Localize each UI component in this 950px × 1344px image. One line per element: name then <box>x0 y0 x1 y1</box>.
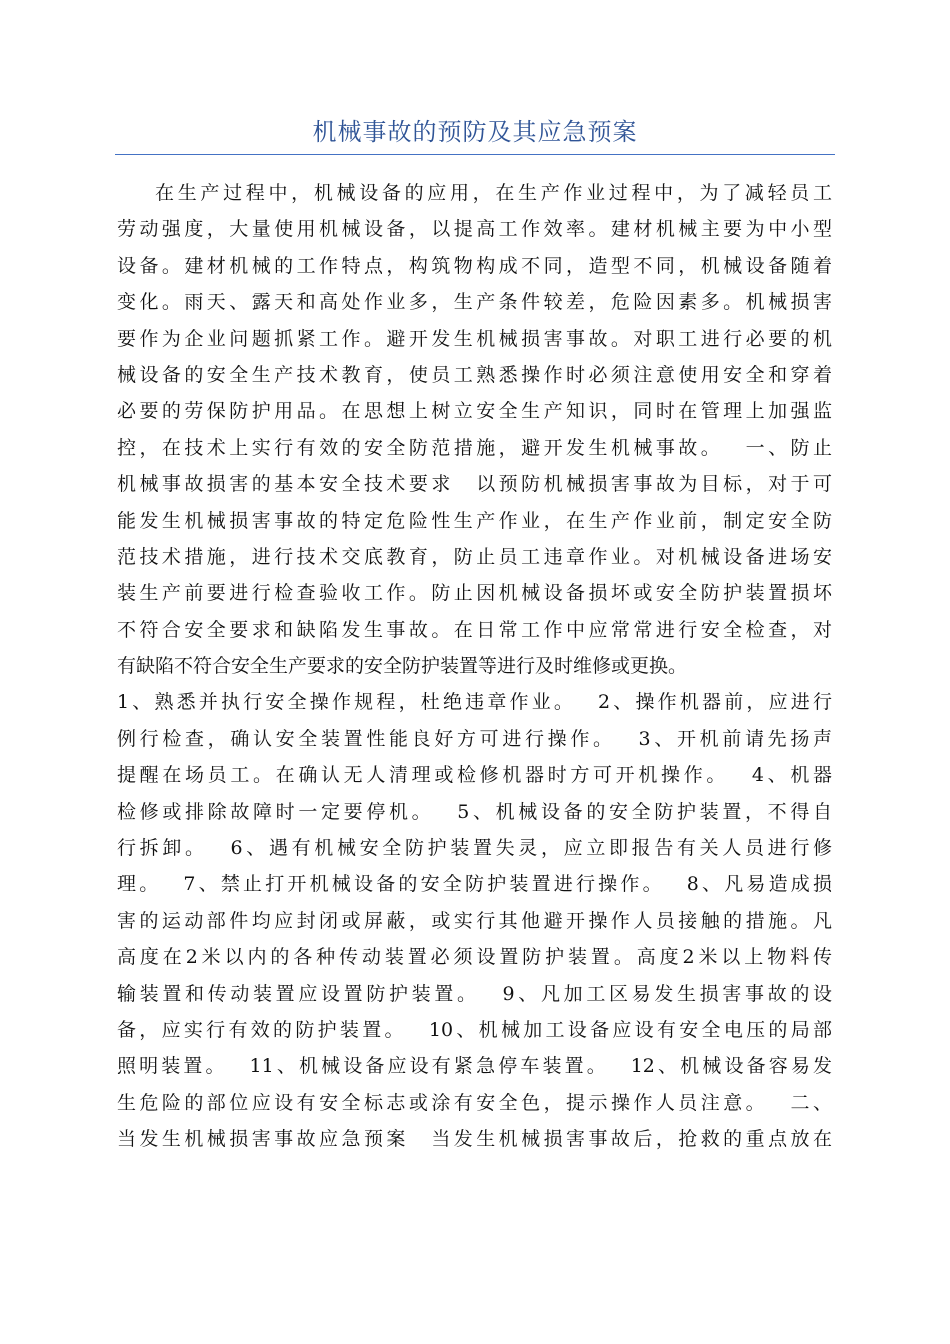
document-body <box>117 175 832 1158</box>
text-line: 控，在技术上实行有效的安全防范措施，避开发生机械事故。 一、防止 <box>117 436 832 459</box>
text-line: 提醒在场员工。在确认无人清理或检修机器时方可开机操作。 4、机器 <box>117 764 832 787</box>
text-line: 机械事故损害的基本安全技术要求 以预防机械损害事故为目标，对于可 <box>117 473 832 496</box>
text-line: 劳动强度，大量使用机械设备，以提高工作效率。建材机械主要为中小型 <box>117 218 832 241</box>
text-line: 照明装置。 11、机械设备应设有紧急停车装置。 12、机械设备容易发 <box>117 1055 832 1078</box>
text-line: 设备。建材机械的工作特点，构筑物构成不同，造型不同，机械设备随着 <box>117 254 832 277</box>
text-line: 不符合安全要求和缺陷发生事故。在日常工作中应常常进行安全检查，对 <box>117 618 832 641</box>
text-line: 害的运动部件均应封闭或屏蔽，或实行其他避开操作人员接触的措施。凡 <box>117 909 832 932</box>
text-line: 行拆卸。 6、遇有机械安全防护装置失灵，应立即报告有关人员进行修 <box>117 837 832 860</box>
document-title: 机械事故的预防及其应急预案 <box>312 118 638 146</box>
text-line: 装生产前要进行检查验收工作。防止因机械设备损坏或安全防护装置损坏 <box>117 582 832 605</box>
text-line: 检修或排除故障时一定要停机。 5、机械设备的安全防护装置，不得自 <box>117 800 832 823</box>
text-line: 输装置和传动装置应设置防护装置。 9、凡加工区易发生损害事故的设 <box>117 982 832 1005</box>
text-line: 1、熟悉并执行安全操作规程，杜绝违章作业。 2、操作机器前，应进行 <box>117 691 832 714</box>
text-line: 理。 7、禁止打开机械设备的安全防护装置进行操作。 8、凡易造成损 <box>117 873 832 896</box>
text-line: 例行检查，确认安全装置性能良好方可进行操作。 3、开机前请先扬声 <box>117 727 832 750</box>
text-line: 械设备的安全生产技术教育，使员工熟悉操作时必须注意使用安全和穿着 <box>117 363 832 386</box>
text-line: 必要的劳保防护用品。在思想上树立安全生产知识，同时在管理上加强监 <box>117 400 832 423</box>
title-underline <box>115 154 835 155</box>
text-line: 变化。雨天、露天和高处作业多，生产条件较差，危险因素多。机械损害 <box>117 291 832 314</box>
text-line: 生危险的部位应设有安全标志或涂有安全色，提示操作人员注意。 二、 <box>117 1091 832 1114</box>
text-line: 有缺陷不符合安全生产要求的安全防护装置等进行及时维修或更换。 <box>117 655 688 678</box>
text-line: 高度在2米以内的各种传动装置必须设置防护装置。高度2米以上物料传 <box>117 946 832 969</box>
text-line: 在生产过程中，机械设备的应用，在生产作业过程中，为了减轻员工 <box>155 182 832 204</box>
text-line: 范技术措施，进行技术交底教育，防止员工违章作业。对机械设备进场安 <box>117 545 832 568</box>
text-line: 要作为企业问题抓紧工作。避开发生机械损害事故。对职工进行必要的机 <box>117 327 832 350</box>
text-line: 当发生机械损害事故应急预案 当发生机械损害事故后，抢救的重点放在 <box>117 1128 832 1151</box>
text-line: 能发生机械损害事故的特定危险性生产作业，在生产作业前，制定安全防 <box>117 509 832 532</box>
text-line: 备，应实行有效的防护装置。 10、机械加工设备应设有安全电压的局部 <box>117 1018 832 1041</box>
